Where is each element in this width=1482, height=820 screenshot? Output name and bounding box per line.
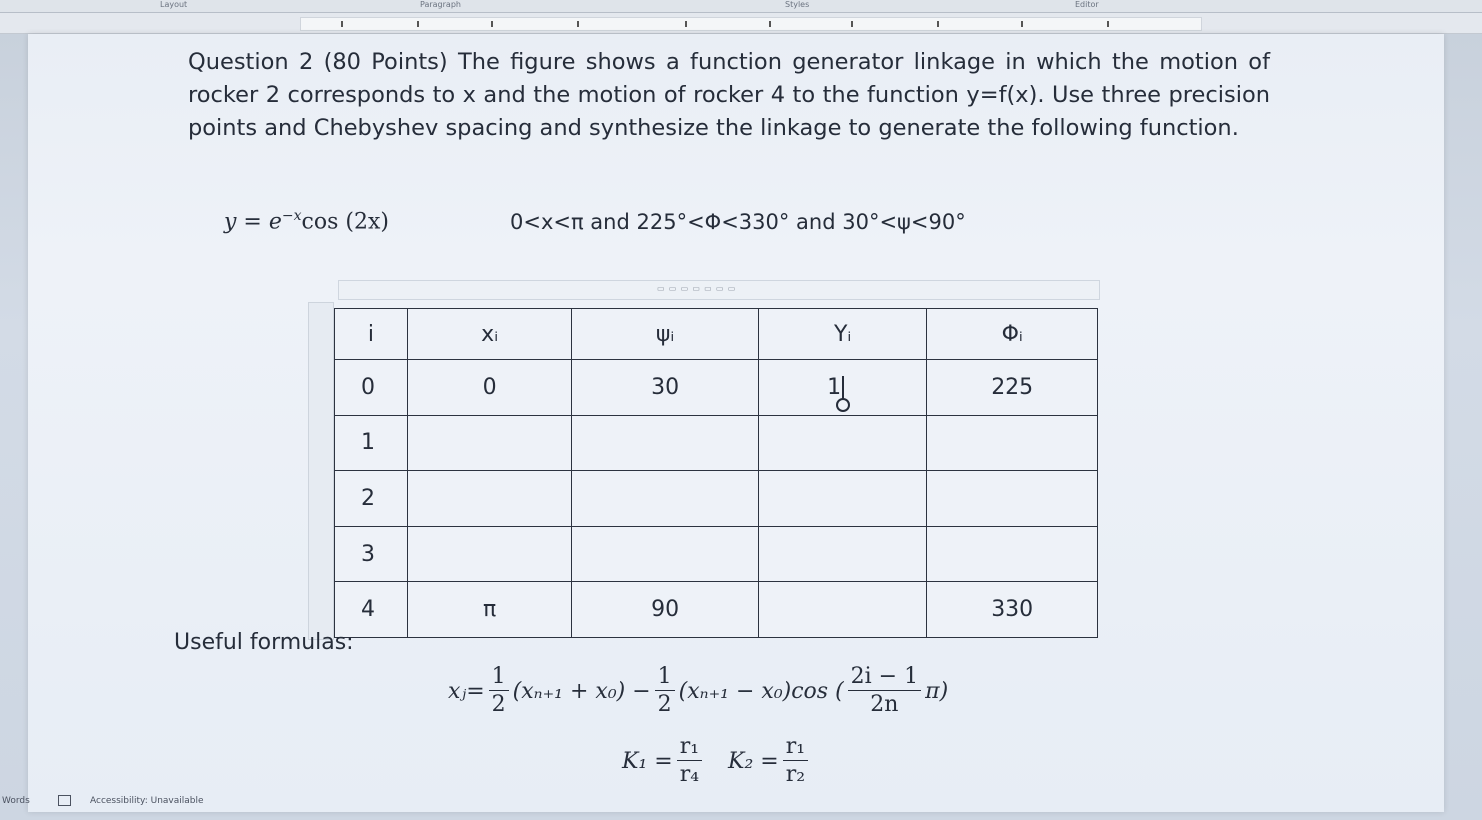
ruler-tick [417, 21, 419, 27]
cell-psi[interactable] [572, 526, 758, 582]
cell-i[interactable]: 2 [335, 471, 408, 527]
function-base: y = e [224, 209, 282, 235]
cell-x[interactable]: π [407, 582, 572, 638]
cell-i[interactable]: 1 [335, 415, 408, 471]
ruler-tick [937, 21, 939, 27]
fraction-numerator: 2i − 1 [848, 664, 921, 691]
ribbon-tab[interactable]: Editor [1075, 0, 1099, 9]
accessibility-status[interactable]: Accessibility: Unavailable [90, 796, 204, 806]
cell-x[interactable] [407, 471, 572, 527]
formula-lhs: xⱼ= [448, 679, 485, 704]
cell-y-value: 1 [827, 374, 842, 400]
fraction-denominator: r₄ [679, 762, 700, 787]
ruler-tick [1021, 21, 1023, 27]
ribbon-tab[interactable]: Paragraph [420, 0, 461, 9]
ribbon-tab[interactable]: Styles [785, 0, 810, 9]
fraction-numerator: 1 [655, 664, 675, 691]
formula-term2: (xₙ₊₁ − x₀)cos ( [678, 679, 844, 704]
table-caption-box [338, 280, 1100, 300]
range-constraints: 0<x<π and 225°<Φ<330° and 30°<ψ<90° [510, 210, 966, 234]
k2-fraction [783, 734, 808, 789]
cell-phi[interactable]: 225 [927, 360, 1098, 416]
ruler-tick [769, 21, 771, 27]
half-fraction [489, 664, 509, 719]
cell-psi[interactable]: 90 [572, 582, 758, 638]
ruler-tick [851, 21, 853, 27]
function-rest: cos (2x) [301, 209, 389, 235]
caption-placeholder: ▭ ▭ ▭ ▭ ▭ ▭ ▭ [657, 284, 737, 293]
status-bar [0, 792, 240, 812]
cell-y[interactable] [758, 526, 927, 582]
proofing-icon[interactable] [58, 795, 71, 806]
table-header-row [335, 309, 1098, 360]
ruler-strip [300, 17, 1202, 31]
k2-lhs: K₂ = [728, 749, 779, 774]
ruler-tick [491, 21, 493, 27]
table-row [335, 526, 1098, 582]
fraction-denominator: 2 [657, 692, 672, 717]
header-x: xᵢ [407, 309, 572, 360]
cell-psi[interactable]: 30 [572, 360, 758, 416]
cell-x[interactable] [407, 526, 572, 582]
header-y: Yᵢ [758, 309, 927, 360]
ratio-formulas [622, 734, 812, 789]
table-row [335, 415, 1098, 471]
document-page[interactable] [28, 34, 1444, 812]
header-i: i [335, 309, 408, 360]
text-cursor [842, 376, 844, 400]
cell-phi[interactable]: 330 [927, 582, 1098, 638]
cell-i[interactable]: 4 [335, 582, 408, 638]
ribbon-bar [0, 0, 1482, 13]
cell-x[interactable] [407, 415, 572, 471]
precision-points-table[interactable] [334, 308, 1098, 638]
table-row [335, 360, 1098, 416]
cell-y[interactable] [758, 360, 927, 416]
cell-phi[interactable] [927, 526, 1098, 582]
cell-y[interactable] [758, 415, 927, 471]
table-row [335, 471, 1098, 527]
ruler-tick [577, 21, 579, 27]
cell-y[interactable] [758, 471, 927, 527]
fraction-denominator: r₂ [785, 762, 806, 787]
header-phi: Φᵢ [927, 309, 1098, 360]
fraction-numerator: r₁ [783, 734, 808, 761]
header-psi: ψᵢ [572, 309, 758, 360]
ruler-tick [341, 21, 343, 27]
horizontal-ruler[interactable] [0, 13, 1482, 34]
formula-tail: π) [925, 679, 949, 704]
function-equation [224, 208, 389, 234]
cell-phi[interactable] [927, 415, 1098, 471]
chebyshev-spacing-formula [448, 664, 948, 719]
cell-psi[interactable] [572, 471, 758, 527]
ruler-tick [1107, 21, 1109, 27]
angle-fraction [848, 664, 921, 719]
question-text: Question 2 (80 Points) The figure shows a function generator linkage in which the motion of rocker 2 corresponds to x and the motion of rocker 4 to the function y=f(x). Use three precision points and Chebyshev spacing and synthesize the linkage to generate the following function. [188, 49, 1270, 141]
function-exponent: −x [281, 208, 302, 224]
cell-i[interactable]: 3 [335, 526, 408, 582]
formula-term1: (xₙ₊₁ + x₀) − [512, 679, 651, 704]
cell-phi[interactable] [927, 471, 1098, 527]
fraction-denominator: 2n [870, 692, 899, 717]
fraction-numerator: 1 [489, 664, 509, 691]
cell-y[interactable] [758, 582, 927, 638]
useful-formulas-heading: Useful formulas: [174, 630, 354, 655]
k1-lhs: K₁ = [622, 749, 673, 774]
k1-fraction [677, 734, 702, 789]
ruler-tick [685, 21, 687, 27]
cell-psi[interactable] [572, 415, 758, 471]
fraction-denominator: 2 [491, 692, 506, 717]
cell-x[interactable]: 0 [407, 360, 572, 416]
table-row [335, 582, 1098, 638]
table-selection-bracket [308, 302, 334, 640]
cursor-circle-icon [836, 398, 850, 412]
fraction-numerator: r₁ [677, 734, 702, 761]
cell-i[interactable]: 0 [335, 360, 408, 416]
ribbon-tab[interactable]: Layout [160, 0, 188, 9]
word-count[interactable]: Words [2, 796, 30, 806]
half-fraction [655, 664, 675, 719]
